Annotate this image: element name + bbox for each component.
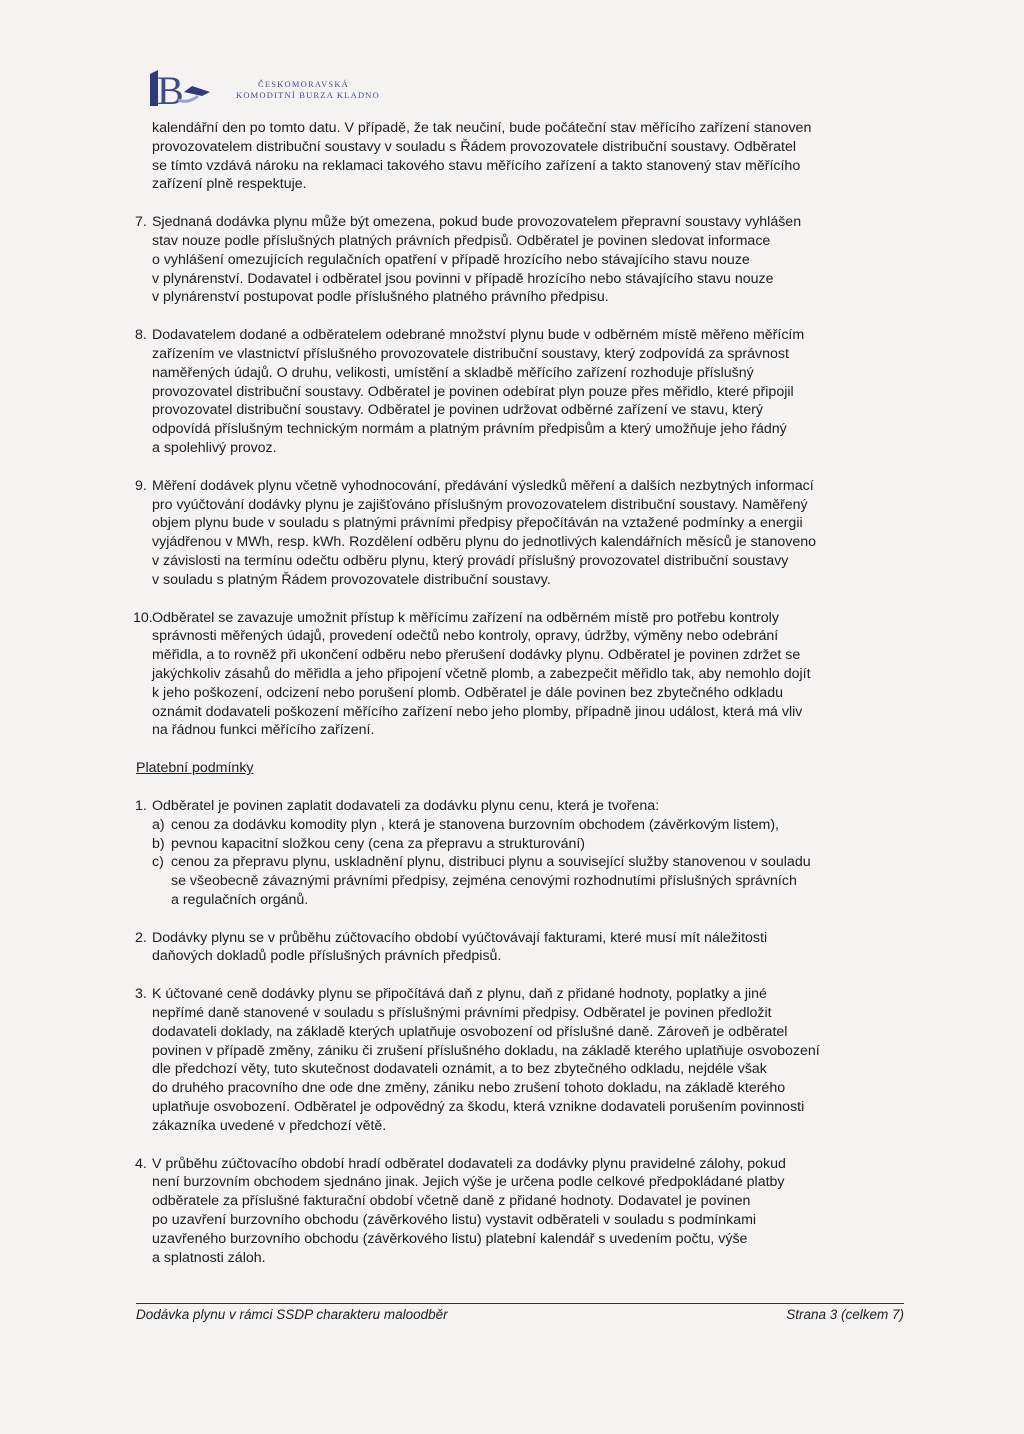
sub-label: b) xyxy=(152,835,165,852)
text-line: odpovídá příslušným technickým normám a platným právním předpisům a který umožňuje jeho řádný xyxy=(152,421,787,438)
logo-letter: B xyxy=(157,68,184,112)
text-line: zařízením ve vlastnictví příslušného provozovatele distribuční soustavy, který zodpovídá za správnost xyxy=(152,345,789,362)
footer-page-number: Strana 3 (celkem 7) xyxy=(786,1307,904,1322)
text-line: vyjádřenou v MWh, resp. kWh. Rozdělení odběru plynu do jednotlivých kalendářních měsíců je stanoveno xyxy=(152,534,817,551)
payment-item-3 xyxy=(135,985,897,1135)
text-line: pevnou kapacitní složkou ceny (cena za přepravu a strukturování) xyxy=(171,835,586,852)
text-line: provozovatelem distribuční soustavy v souladu s Řádem provozovatele distribuční soustavy. Odběratel xyxy=(152,138,797,155)
text-line: a regulačních orgánů. xyxy=(171,891,309,908)
text-line: a spolehlivý provoz. xyxy=(152,439,277,456)
text-line: správnosti měřených údajů, provedení odečtů nebo kontroly, opravy, údržby, výměny nebo odebrání xyxy=(152,628,779,645)
item-number: 2. xyxy=(135,929,147,946)
text-line: měřidla, a to rovněž při ukončení odběru nebo přerušení dodávky plynu. Odběratel je povinen zdržet se xyxy=(152,647,801,664)
text-line: v plynárenství postupovat podle příslušného platného právního předpisu. xyxy=(152,289,609,306)
sub-item-c xyxy=(152,853,897,909)
sub-item-b xyxy=(152,835,897,854)
section-heading: Platební podmínky xyxy=(136,760,254,777)
text-line: dle předchozí věty, tuto skutečnost dodavateli oznámit, a to bez zbytečného odkladu, nejdéle však xyxy=(152,1061,767,1078)
text-line: jakýchkoliv zásahů do měřidla a jeho připojení včetně plomb, a zabezpečit měřidlo tak, aby nemohlo dojít xyxy=(152,665,811,682)
text-line: na řádnou funkci měřícího zařízení. xyxy=(152,722,375,739)
text-line: cenou za přepravu plynu, uskladnění plynu, distribuci plynu a související služby stanovenou v souladu xyxy=(171,854,811,871)
payment-item-2 xyxy=(135,929,897,967)
list-item-8 xyxy=(135,326,897,458)
item-number: 10. xyxy=(133,609,153,626)
item-number: 3. xyxy=(135,986,147,1003)
text-line: a splatnosti záloh. xyxy=(152,1249,266,1266)
item-number: 7. xyxy=(135,214,147,231)
logo xyxy=(148,66,378,112)
text-line: povinen v případě změny, zániku či zrušení příslušného dokladu, na základě kterého uplatňuje osvobození xyxy=(152,1042,820,1059)
list-item-10 xyxy=(133,609,897,741)
text-line: zařízení plně respektuje. xyxy=(152,176,307,193)
text-line: stav nouze podle příslušných platných právních předpisů. Odběratel je povinen sledovat informace xyxy=(152,232,771,249)
text-line: dodavateli doklady, na základě kterých uplatňuje osvobození od příslušné daně. Zároveň je odběratel xyxy=(152,1023,788,1040)
text-line: objem plynu bude v souladu s platnými právními předpisy přepočítáván na vztažené podmínky a energii xyxy=(152,515,803,532)
text-line: kalendářní den po tomto datu. V případě, že tak neučiní, bude počáteční stav měřícího zařízení stanoven xyxy=(152,120,812,136)
text-line: Měření dodávek plynu včetně vyhodnocování, předávání výsledků měření a dalších nezbytných informací xyxy=(152,477,814,494)
text-line: oznámit dodavateli poškození měřícího zařízení nebo jeho plomby, případně jinou událost, která má vliv xyxy=(152,703,803,720)
sub-label: c) xyxy=(152,854,164,871)
sub-item-a xyxy=(152,816,897,835)
text-line: uplatňuje osvobození. Odběratel je odpovědný za škodu, která vznikne dodavateli porušením povinnosti xyxy=(152,1099,805,1116)
intro-paragraph xyxy=(152,119,897,194)
item-number: 8. xyxy=(135,327,147,344)
text-line: k jeho poškození, odcizení nebo porušení plomb. Odběratel je dále povinen bez zbytečného odkladu xyxy=(152,684,783,701)
document-body xyxy=(133,119,897,1267)
text-line: se všeobecně závaznými právními předpisy, zejména cenovými rozhodnutími příslušných správních xyxy=(171,873,797,890)
item-number: 4. xyxy=(135,1155,147,1172)
item-number: 9. xyxy=(135,477,147,494)
text-line: v závislosti na termínu odečtu odběru plynu, který provádí příslušný provozovatel distribuční soustavy xyxy=(152,552,789,569)
text-line: v plynárenství. Dodavatel i odběratel jsou povinni v případě hrozícího nebo stávajícího stavu nouze xyxy=(152,270,774,287)
org-name-line2: KOMODITNÍ BURZA KLADNO xyxy=(236,90,380,100)
text-line: do druhého pracovního dne ode dne změny, zániku nebo zrušení tohoto dokladu, na základě kterého xyxy=(152,1080,786,1097)
text-line: provozovatel distribuční soustavy. Odběratel je povinen odebírat plyn pouze přes měřidlo, které připojil xyxy=(152,383,794,400)
text-line: K účtované ceně dodávky plynu se připočítává daň z plynu, daň z přidané hodnoty, poplatky a jiné xyxy=(152,986,767,1003)
text-line: se tímto vzdává nároku na reklamaci takového stavu měřícího zařízení a takto stanovený stav měřícího xyxy=(152,157,801,174)
page-footer xyxy=(136,1303,904,1322)
text-line: daňových dokladů podle příslušných právních předpisů. xyxy=(152,948,502,965)
text-line: nepřímé daně stanovené v souladu s příslušnými právními předpisy. Odběratel je povinen předložit xyxy=(152,1005,772,1022)
text-line: Odběratel je povinen zaplatit dodavateli za dodávku plynu cenu, která je tvořena: xyxy=(152,797,660,814)
sub-label: a) xyxy=(152,816,165,833)
org-name-line1: ČESKOMORAVSKÁ xyxy=(258,79,350,89)
text-line: Dodávky plynu se v průběhu zúčtovacího období vyúčtovávají fakturami, které musí mít náležitosti xyxy=(152,929,768,946)
text-line: po uzavření burzovního obchodu (závěrkového listu) vystavit odběrateli v souladu s podmínkami xyxy=(152,1212,757,1229)
text-line: v souladu s platným Řádem provozovatele distribuční soustavy. xyxy=(152,571,551,588)
list-item-9 xyxy=(135,477,897,590)
text-line: Odběratel se zavazuje umožnit přístup k měřícímu zařízení na odběrném místě pro potřebu kontroly xyxy=(152,609,779,626)
text-line: Dodavatelem dodané a odběratelem odebrané množství plynu bude v odběrném místě měřeno měřícím xyxy=(152,327,805,344)
text-line: o vyhlášení omezujících regulačních opatření v případě hrozícího nebo stávajícího stavu nouze xyxy=(152,251,750,268)
burza-logo-icon xyxy=(148,66,258,112)
text-line: cenou za dodávku komodity plyn , která je stanovena burzovním obchodem (závěrkovým listem), xyxy=(171,816,779,833)
text-line: není burzovním obchodem sjednáno jinak. Jejich výše je určena podle celkové předpokládané platby xyxy=(152,1174,785,1191)
text-line: naměřených údajů. O druhu, velikosti, umístění a skladbě měřícího zařízení rozhoduje příslušný xyxy=(152,364,754,381)
item-number: 1. xyxy=(135,797,147,814)
text-line: provozovatel distribuční soustavy. Odběratel je povinen udržovat odběrné zařízení ve stavu, který xyxy=(152,402,763,419)
footer-document-title: Dodávka plynu v rámci SSDP charakteru maloodběr xyxy=(136,1307,448,1322)
text-line: uzavřeného burzovního obchodu (závěrkového listu) platební kalendář s uvedením počtu, výše xyxy=(152,1230,748,1247)
text-line: zákazníka uvedené v předchozí větě. xyxy=(152,1117,387,1134)
text-line: pro vyúčtování dodávky plynu je zajišťováno příslušným provozovatelem distribuční soustavy. Naměřený xyxy=(152,496,808,513)
text-line: V průběhu zúčtovacího období hradí odběratel dodavateli za dodávky plynu pravidelné zálohy, pokud xyxy=(152,1155,786,1172)
text-line: Sjednaná dodávka plynu může být omezena, pokud bude provozovatelem přepravní soustavy vyhlášen xyxy=(152,214,802,231)
payment-item-1 xyxy=(135,797,897,910)
list-item-7 xyxy=(135,213,897,307)
text-line: odběratele za příslušné fakturační období včetně daně z přidané hodnoty. Dodavatel je povinen xyxy=(152,1193,751,1210)
payment-item-4 xyxy=(135,1155,897,1268)
